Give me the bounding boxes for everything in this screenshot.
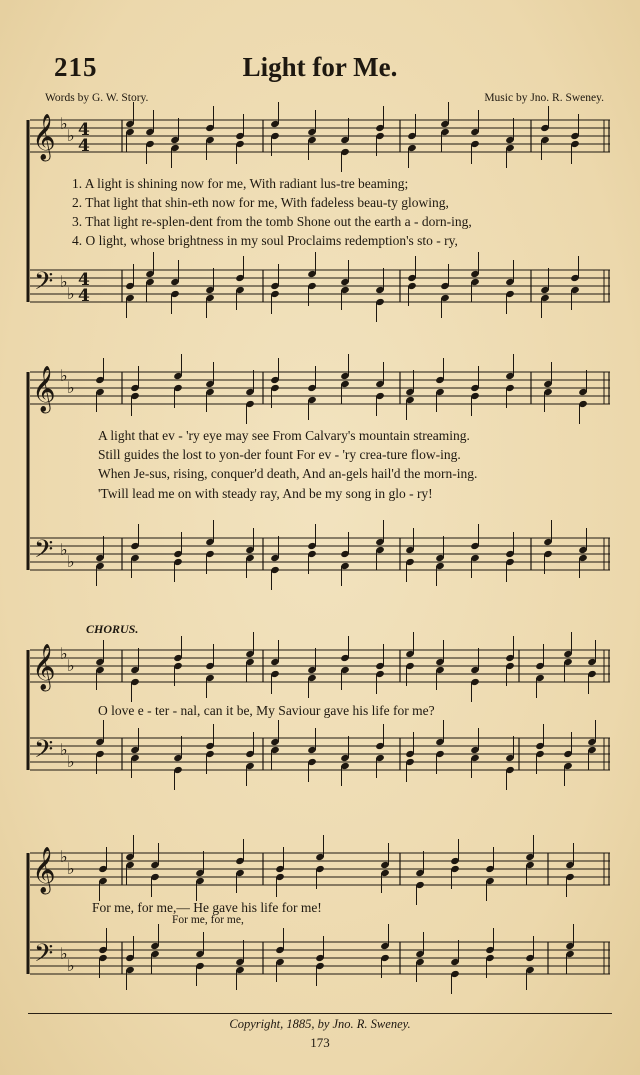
hymn-title: Light for Me. [242, 52, 398, 82]
time-signature-top: 4 [78, 120, 90, 140]
treble-staff [30, 120, 610, 152]
bass-clef-icon: 𝄢 [34, 535, 54, 570]
verse-3-line-2: When Je-sus, rising, conquer'd death, And an-gels hail'd the morn-ing. [98, 466, 478, 481]
hymn-number: 215 [54, 52, 98, 82]
flat-icon: ♭ [60, 944, 68, 963]
flat-icon: ♭ [67, 752, 75, 771]
bass-clef-icon: 𝄢 [34, 939, 54, 974]
flat-icon: ♭ [67, 284, 75, 303]
verse-2-line-1: 2. That light that shin-eth now for me, With fadeless beau-ty glowing, [72, 195, 449, 210]
bass-staff [30, 738, 610, 770]
flat-icon: ♭ [60, 272, 68, 291]
bass-staff [30, 270, 610, 302]
chorus-bass-lyric: For me, for me, [172, 914, 244, 926]
treble-clef-icon: 𝄞 [32, 847, 56, 893]
verse-4-line-1: 4. O light, whose brightness in my soul Proclaims redemption's sto - ry, [72, 233, 458, 248]
bass-clef-icon: 𝄢 [34, 267, 54, 302]
treble-clef-icon: 𝄞 [32, 644, 56, 690]
chorus-lyric-line-2: For me, for me,— He gave his life for me! [92, 900, 322, 915]
flat-icon: ♭ [67, 378, 75, 397]
bass-staff [30, 538, 610, 570]
words-credit: Words by G. W. Story. [45, 92, 149, 104]
treble-clef-icon: 𝄞 [32, 366, 56, 412]
page-number: 173 [310, 1035, 330, 1050]
flat-icon: ♭ [67, 656, 75, 675]
verse-2-line-2: Still guides the lost to yon-der fount For ev - 'ry crea-ture flow-ing. [98, 447, 461, 462]
verse-1-line-2: A light that ev - 'ry eye may see From Calvary's mountain streaming. [98, 428, 470, 443]
flat-icon: ♭ [67, 126, 75, 145]
time-signature-top: 4 [78, 270, 90, 290]
footer-rule [28, 1013, 612, 1014]
flat-icon: ♭ [67, 859, 75, 878]
treble-clef-icon: 𝄞 [32, 114, 56, 160]
flat-icon: ♭ [60, 644, 68, 663]
treble-staff [30, 372, 610, 404]
flat-icon: ♭ [60, 114, 68, 133]
flat-icon: ♭ [60, 847, 68, 866]
flat-icon: ♭ [60, 366, 68, 385]
flat-icon: ♭ [60, 540, 68, 559]
flat-icon: ♭ [67, 552, 75, 571]
chorus-label: CHORUS. [86, 622, 139, 636]
flat-icon: ♭ [67, 956, 75, 975]
verse-3-line-1: 3. That light re-splen-dent from the tomb Shone out the earth a - dorn-ing, [72, 214, 472, 229]
verse-4-line-2: 'Twill lead me on with steady ray, And be my song in glo - ry! [98, 486, 433, 501]
chorus-lyric-line-1: O love e - ter - nal, can it be, My Saviour gave his life for me? [98, 703, 435, 718]
flat-icon: ♭ [60, 740, 68, 759]
verse-1-line-1: 1. A light is shining now for me, With radiant lus-tre beaming; [72, 176, 409, 191]
time-signature-bottom: 4 [78, 136, 90, 156]
music-credit: Music by Jno. R. Sweney. [484, 92, 604, 104]
treble-staff [30, 650, 610, 682]
copyright-notice: Copyright, 1885, by Jno. R. Sweney. [229, 1017, 411, 1031]
time-signature-bottom: 4 [78, 286, 90, 306]
bass-clef-icon: 𝄢 [34, 735, 54, 770]
